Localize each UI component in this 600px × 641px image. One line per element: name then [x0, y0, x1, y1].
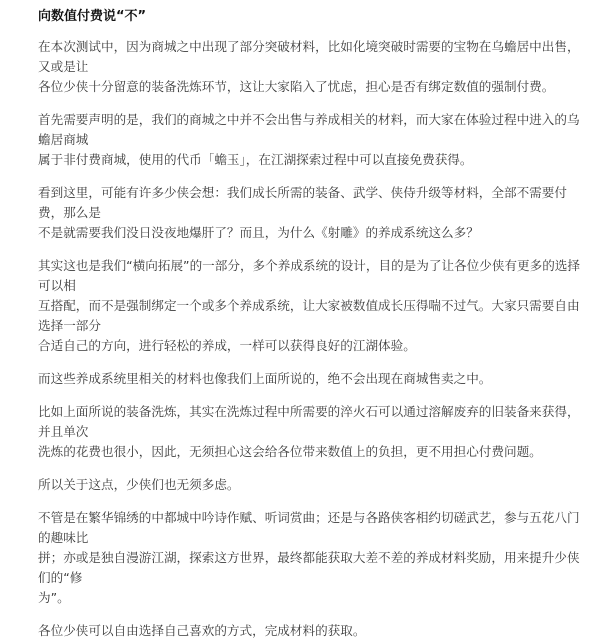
paragraph-4: 其实这也是我们“横向拓展”的一部分，多个养成系统的设计，目的是为了让各位少侠有更多的选择可以相 互搭配，而不是强制绑定一个或多个养成系统，让大家被数值成长压得喘不过气。大家只需要自由选择一部分 合适自己的方向，进行轻松的养成，一样可以获得良好的江湖体验。	[38, 258, 580, 353]
paragraph-1: 在本次测试中，因为商城之中出现了部分突破材料，比如化境突破时需要的宝物在乌蟾居中出售，又或是让 各位少侠十分留意的装备洗炼环节，这让大家陷入了忧虑，担心是否有绑定数值的强制付费。	[38, 39, 580, 94]
paragraph-5: 而这些养成系统里相关的材料也像我们上面所说的，绝不会出现在商城售卖之中。	[38, 371, 492, 386]
paragraph-9: 各位少侠可以自由选择自己喜欢的方式，完成材料的获取。	[38, 623, 366, 638]
paragraph-6: 比如上面所说的装备洗炼，其实在洗炼过程中所需要的淬火石可以通过溶解废弃的旧装备来获得，并且单次 洗炼的花费也很小，因此，无须担心这会给各位带来数值上的负担，更不用担心付费问题。	[38, 404, 580, 459]
article-title: 向数值付费说“不”	[38, 9, 147, 24]
paragraph-3: 看到这里，可能有许多少侠会想：我们成长所需的装备、武学、侠侍升级等材料，全部不需要付费，那么是 不是就需要我们没日没夜地爆肝了？而且，为什么《射雕》的养成系统这么多？	[38, 185, 567, 240]
paragraph-8: 不管是在繁华锦绣的中都城中吟诗作赋、听词赏曲；还是与各路侠客相约切磋武艺，参与五花八门的趣味比 拼；亦或是独自漫游江湖，探索这方世界，最终都能获取大差不差的养成材料奖励，用来提升少侠们的“修 为”。	[38, 510, 580, 605]
paragraph-7: 所以关于这点，少侠们也无须多虑。	[38, 477, 240, 492]
paragraph-2: 首先需要声明的是，我们的商城之中并不会出售与养成相关的材料，而大家在体验过程中进入的乌蟾居商城 属于非付费商城，使用的代币「蟾玉」，在江湖探索过程中可以直接免费获得。	[38, 112, 580, 167]
